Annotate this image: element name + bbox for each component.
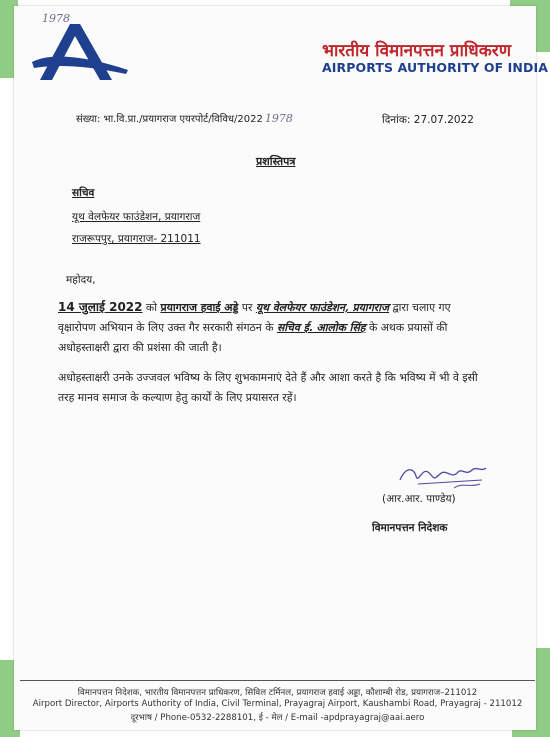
footer-divider: [20, 680, 535, 681]
signatory-designation: विमानपत्तन निदेशक: [372, 522, 448, 534]
signature-scribble: [396, 458, 492, 492]
footer-contact: दूरभाष / Phone-0532-2288101, ई - मेल / E-mail -apdprayagraj@aai.aero: [130, 713, 425, 723]
salutation: महोदय,: [66, 274, 96, 286]
reference-number: संख्या: भा.वि.प्रा./प्रयागराज एयरपोर्ट/विविध/2022 1978: [76, 112, 293, 125]
letter-title: प्रशस्तिपत्र: [256, 155, 296, 168]
reference-number-handwritten: 1978: [264, 112, 293, 125]
aai-logo: [30, 22, 130, 84]
paragraph-appreciation: 14 जुलाई 2022 को प्रयागराज हवाई अड्डे पर यूथ वेलफेयर फाउंडेशन, प्रयागराज द्वारा चलाए गए वृक्षारोपण अभियान के लिए उक्त गैर सरकारी संगठन के सचिव ई. आलोक सिंह के अथक प्रयासों की अधोहस्ताक्षरी द्वारा की प्रशंसा की जाती है।: [58, 300, 451, 354]
addressee-address: राजरूपपुर, प्रयागराज- 211011: [72, 233, 201, 245]
addressee-designation: सचिव: [72, 187, 95, 199]
org-name-english: AIRPORTS AUTHORITY OF INDIA: [322, 60, 548, 75]
signatory-name: (आर.आर. पाण्डेय): [382, 493, 456, 505]
handwritten-ref-number: 1978: [42, 12, 70, 25]
paragraph-wishes: अधोहस्ताक्षरी उनके उज्जवल भविष्य के लिए शुभकामनाएं देते हैं और आशा करते है कि भविष्य में भी वे इसी तरह मानव समाज के कल्याण हेतु कार्यों के लिए प्रयासरत रहें।: [58, 371, 478, 404]
org-name-hindi: भारतीय विमानपत्तन प्राधिकरण: [322, 41, 512, 61]
event-place: प्रयागराज हवाई अड्डे: [160, 301, 239, 314]
event-date: 14 जुलाई 2022: [58, 300, 143, 314]
organization-name: यूथ वेलफेयर फाउंडेशन, प्रयागराज: [255, 301, 390, 314]
addressee-organization: यूथ वेलफेयर फाउंडेशन, प्रयागराज: [72, 211, 201, 223]
footer-address-english: Airport Director, Airports Authority of India, Civil Terminal, Prayagraj Airport, Kaushambi Road, Prayagraj - 211012: [32, 699, 523, 709]
reference-date: दिनांक: 27.07.2022: [382, 114, 474, 126]
person-name: सचिव ई. आलोक सिंह: [276, 321, 366, 334]
footer-address-hindi: विमानपत्तन निदेशक, भारतीय विमानपत्तन प्राधिकरण, सिविल टर्मिनल, प्रयागराज हवाई अड्डा, कौशाम्बी रोड, प्रयागराज–211012: [77, 688, 478, 698]
